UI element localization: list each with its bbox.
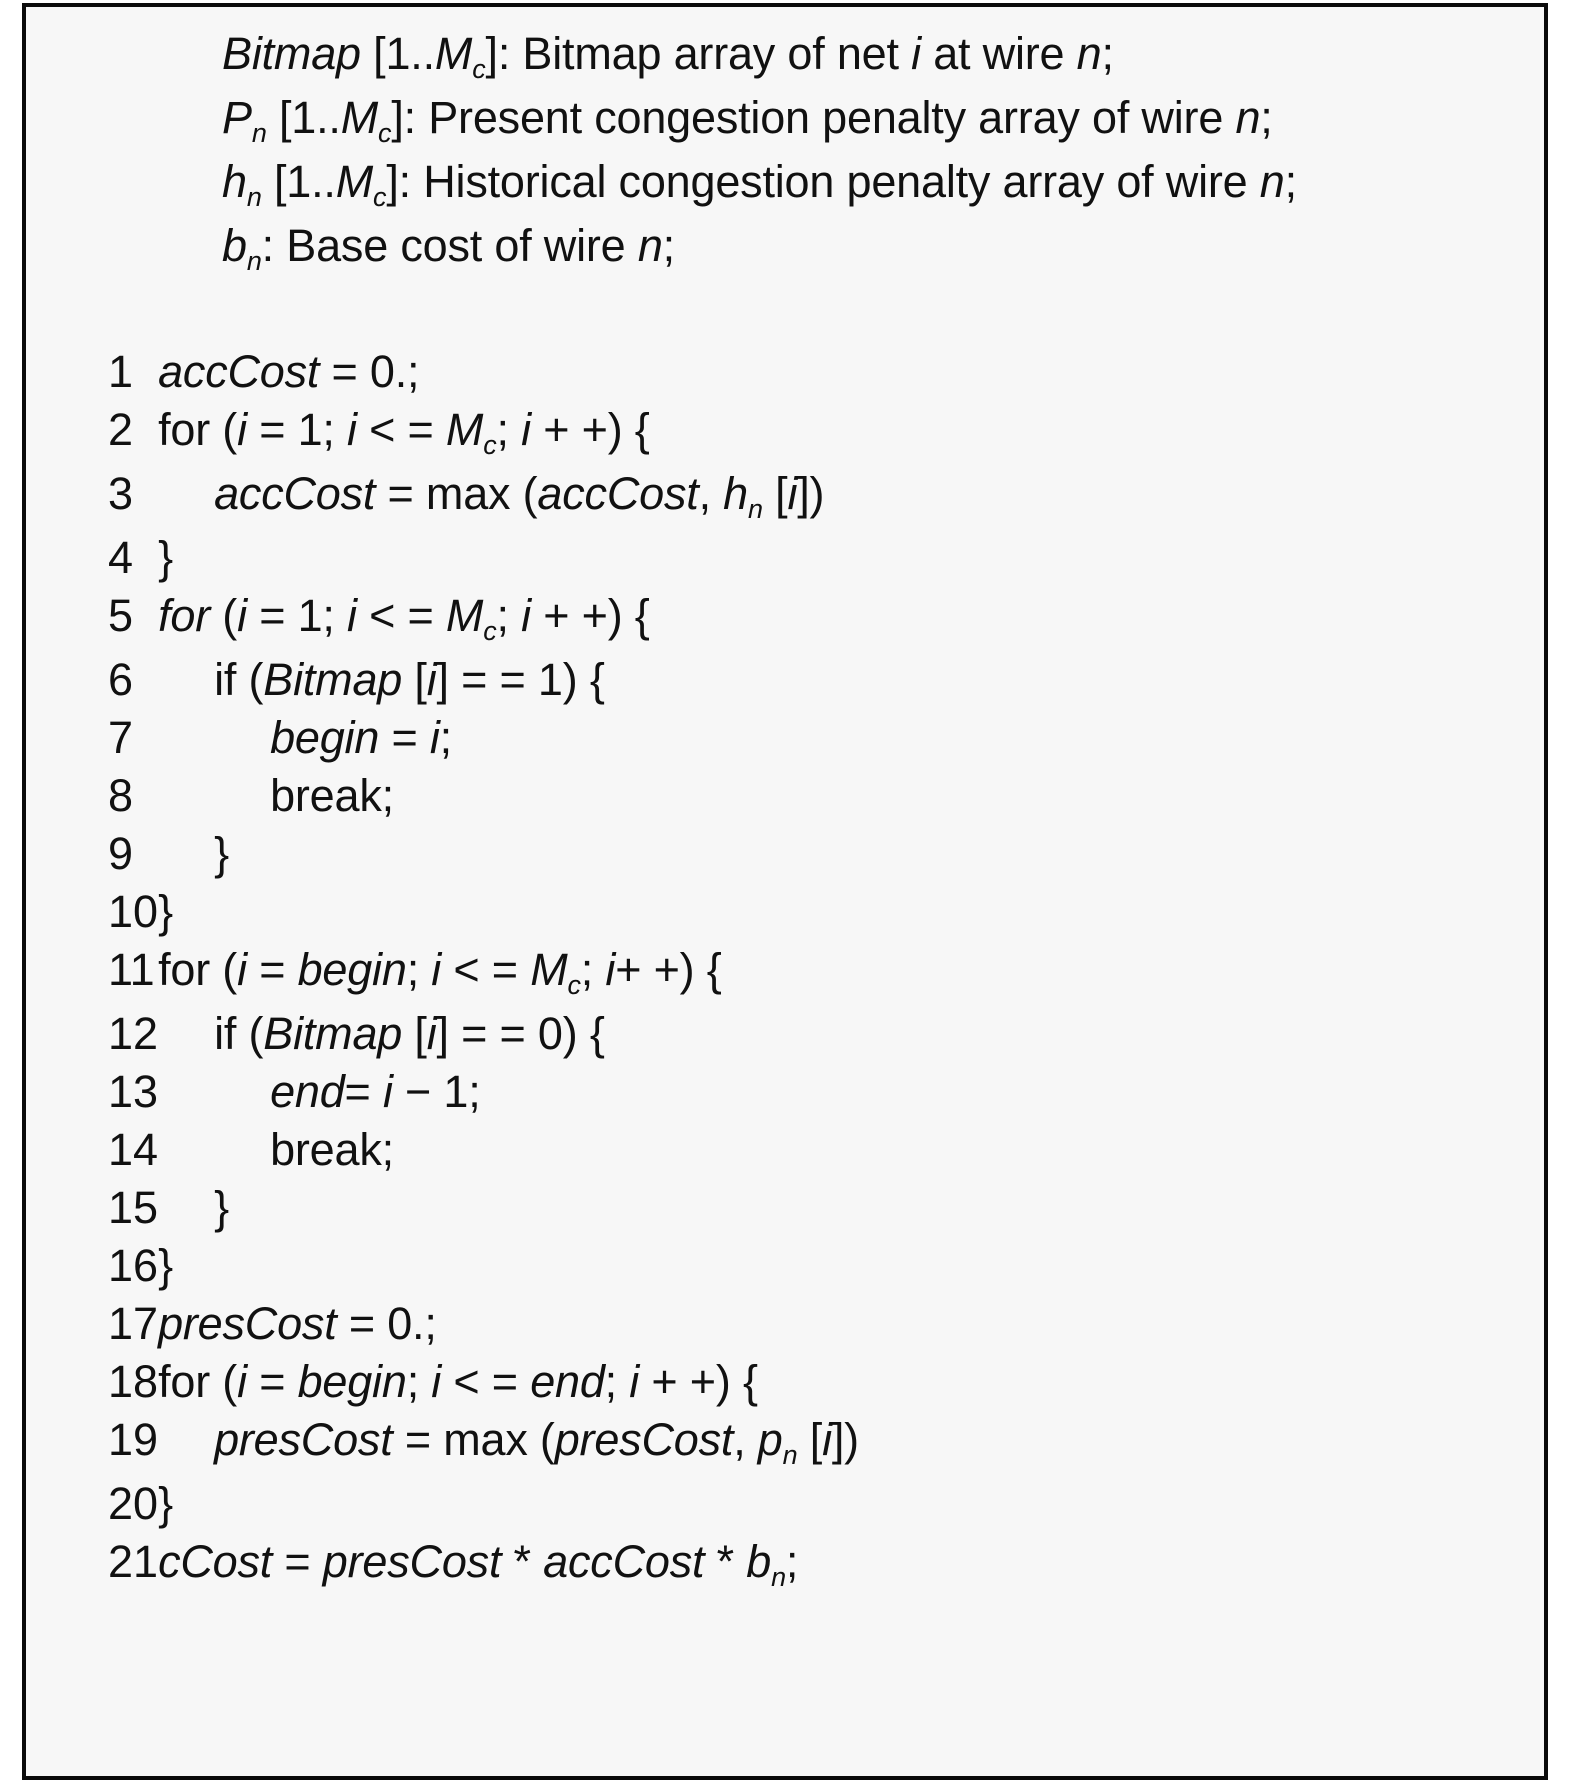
code-line: [26, 1121, 859, 1179]
code-text: }: [158, 886, 173, 937]
code-text: for (i = 1; i < = $M_c$; i + +) {: [158, 404, 650, 460]
code-text: break;: [270, 1124, 394, 1175]
line-number: 9: [108, 828, 134, 879]
line-number: 13: [108, 1066, 159, 1117]
line-number: 11: [108, 944, 155, 995]
decl-base-cost: $b_n$: Base cost of wire n;: [222, 220, 675, 276]
code-text: cCost = presCost * accCost * $b_n$;: [158, 1536, 799, 1592]
code-text: if (Bitmap [i] = = 1) {: [214, 654, 605, 705]
line-number: 5: [108, 590, 134, 641]
decl-bitmap: Bitmap $[1..M_c]$: Bitmap array of net i at wire n;: [222, 28, 1114, 84]
code-line: [26, 1005, 859, 1063]
code-text: begin = i;: [270, 712, 452, 763]
code-line: [26, 941, 859, 1005]
code-line: [26, 1411, 859, 1475]
code-line: [26, 587, 859, 651]
line-number: 12: [108, 1008, 159, 1059]
declarations-block: [26, 25, 1544, 281]
line-number: 4: [108, 532, 134, 583]
line-number: 2: [108, 404, 134, 455]
code-text: for (i = 1; i < = $M_c$; i + +) {: [158, 590, 650, 646]
line-number: 19: [108, 1414, 159, 1465]
line-number: 21: [108, 1536, 159, 1587]
line-number: 8: [108, 770, 134, 821]
code-text: }: [214, 828, 229, 879]
code-line: [26, 1063, 859, 1121]
code-text: presCost = max (presCost, $p_n$ [i]): [214, 1414, 859, 1470]
code-text: }: [214, 1182, 229, 1233]
decl-present-penalty: $P_n$ $[1..M_c]$: Present congestion penalty array of wire n;: [222, 92, 1273, 148]
code-text: }: [158, 1478, 173, 1529]
code-line: [26, 1295, 859, 1353]
algorithm-box-border: [22, 3, 1548, 1780]
code-line: [26, 1533, 859, 1597]
code-text: for (i = begin; i < = end; i + +) {: [158, 1356, 758, 1407]
line-number: 14: [108, 1124, 159, 1175]
decl-historical-penalty: $h_n$ $[1..M_c]$: Historical congestion penalty array of wire n;: [222, 156, 1297, 212]
line-number: 17: [108, 1298, 159, 1349]
code-line: [26, 825, 859, 883]
code-line: [26, 401, 859, 465]
line-number: 15: [108, 1182, 159, 1233]
code-listing: [26, 343, 859, 1597]
code-line: [26, 1475, 859, 1533]
code-line: [26, 883, 859, 941]
code-text: accCost = 0.;: [158, 346, 420, 397]
code-text: }: [158, 1240, 173, 1291]
algorithm-content: [26, 7, 1544, 1776]
code-text: presCost = 0.;: [158, 1298, 437, 1349]
code-text: for (i = begin; i < = $M_c$; i+ +) {: [158, 944, 722, 1000]
line-number: 16: [108, 1240, 159, 1291]
code-line: [26, 767, 859, 825]
code-text: end= i − 1;: [270, 1066, 481, 1117]
code-listing-body: [26, 343, 859, 1597]
line-number: 1: [108, 346, 134, 397]
code-text: }: [158, 532, 173, 583]
line-number: 7: [108, 712, 134, 763]
code-line: [26, 1179, 859, 1237]
code-line: [26, 651, 859, 709]
line-number: 18: [108, 1356, 159, 1407]
code-text: if (Bitmap [i] = = 0) {: [214, 1008, 605, 1059]
code-line: [26, 465, 859, 529]
code-text: break;: [270, 770, 394, 821]
line-number: 3: [108, 468, 134, 519]
code-line: [26, 1353, 859, 1411]
line-number: 6: [108, 654, 134, 705]
declarations-code-spacer: [26, 281, 1544, 343]
code-line: [26, 709, 859, 767]
code-line: [26, 1237, 859, 1295]
line-number: 10: [108, 886, 159, 937]
line-number: 20: [108, 1478, 159, 1529]
code-line: [26, 343, 859, 401]
code-line: [26, 529, 859, 587]
code-text: accCost = max (accCost, $h_n$ [i]): [214, 468, 825, 524]
